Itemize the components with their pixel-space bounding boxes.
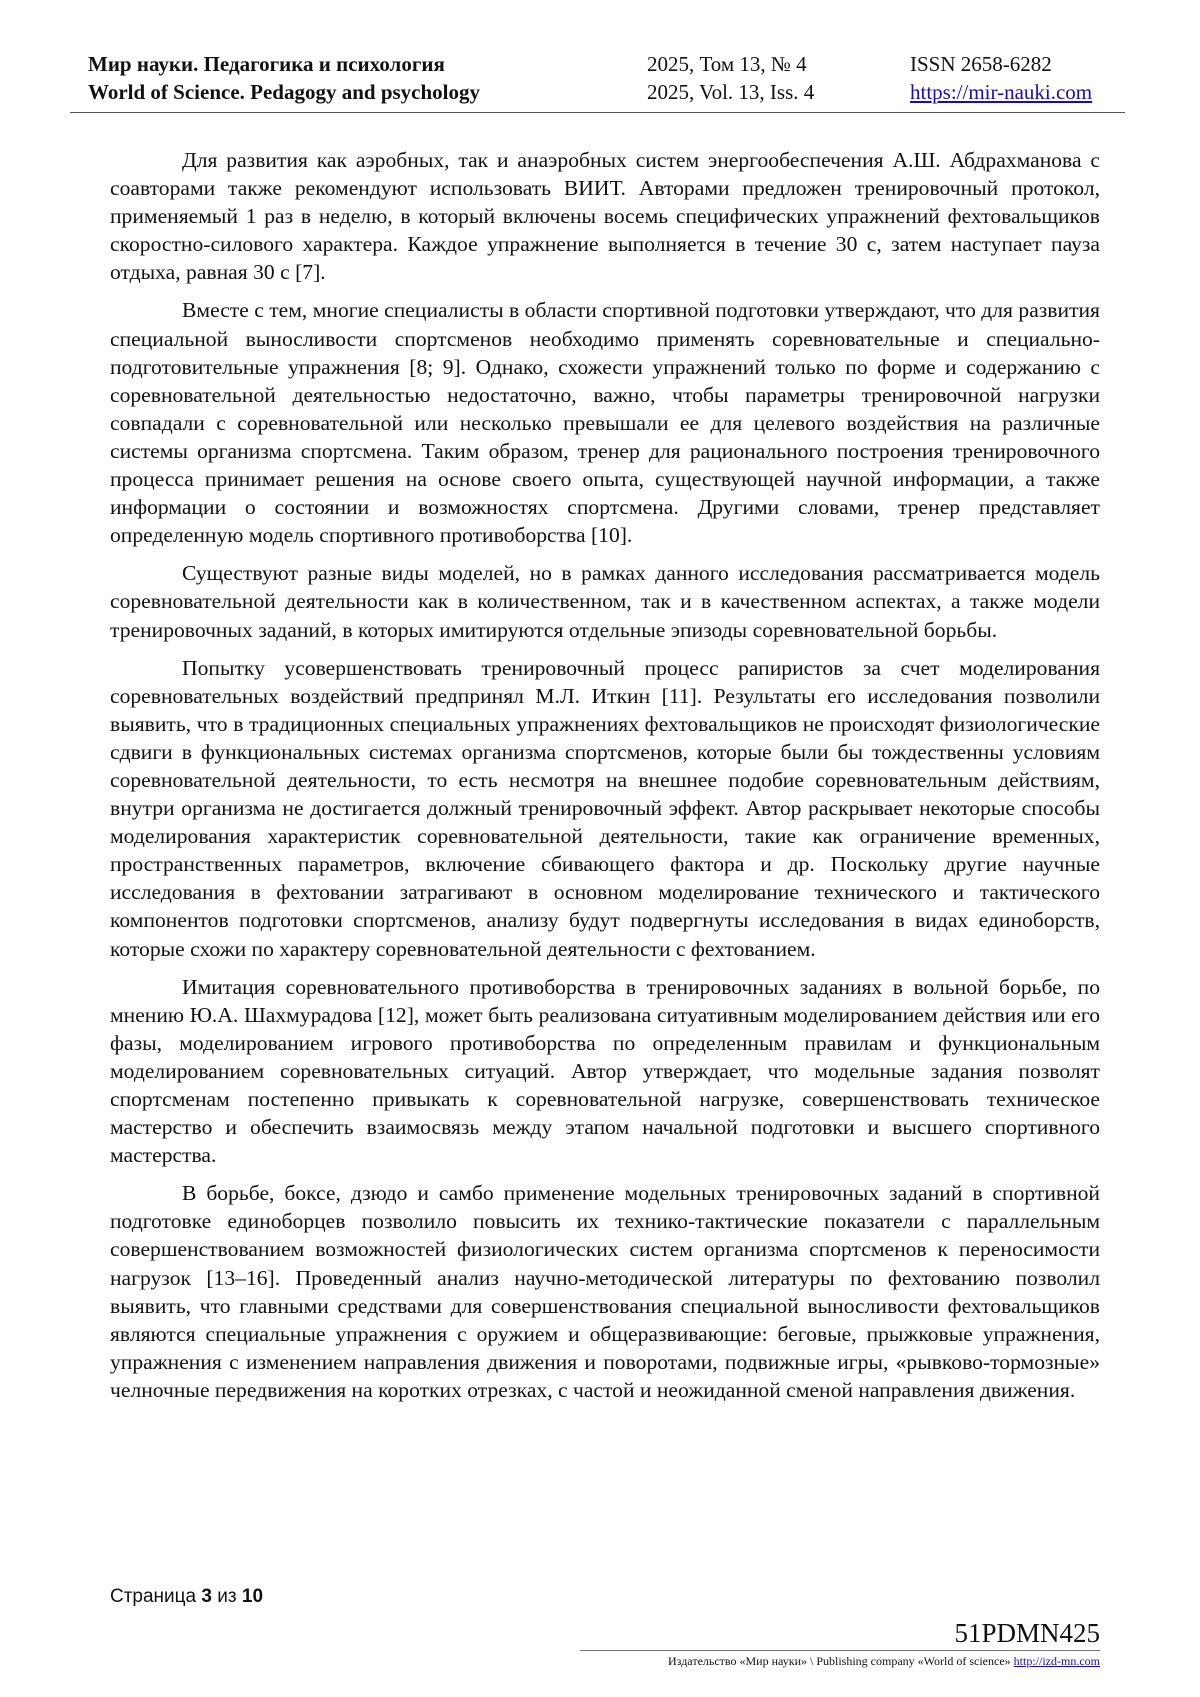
paragraph-2: Вместе с тем, многие специалисты в области спортивной подготовки утверждают, что для развития специальной выносливости спортсменов необходимо применять соревновательные и специально-подготовительные упражнения [8; 9]. Однако, схожести упражнений только по форме и содержанию с соревновательной деятельностью недостаточно, важно, чтобы параметры тренировочной нагрузки совпадали с соревновательной или несколько превышали ее для целевого воздействия на различные системы организма спортсмена. Таким образом, тренер для рационального построения тренировочного процесса принимает решения на основе своего опыта, существующей научной информации, а также информации о состоянии и возможностях спортсмена. Другими словами, тренер представляет определенную модель спортивного противоборства [10]. (110, 298, 1100, 548)
paragraph-3: Существуют разные виды моделей, но в рамках данного исследования рассматривается модель соревновательной деятельности как в количественном, так и в качественном аспектах, а также модели тренировочных заданий, в которых имитируются отдельные эпизоды соревновательной борьбы. (110, 561, 1100, 642)
publisher-url-link[interactable]: http://izd-mn.com (1013, 1654, 1100, 1668)
paragraph-1: Для развития как аэробных, так и анаэробных систем энергообеспечения А.Ш. Абдрахманова с соавторами также рекомендуют использовать ВИИТ. Авторами предложен тренировочный протокол, применяемый 1 раз в неделю, в который включены восемь специфических упражнений фехтовальщиков скоростно-силового характера. Каждое упражнение выполняется в течение 30 с, затем наступает пауза отдыха, равная 30 с [7]. (110, 148, 1100, 285)
journal-title-en: World of Science. Pedagogy and psychology (88, 80, 481, 104)
article-body (110, 146, 1100, 1414)
document-code: 51PDMN425 (954, 1618, 1100, 1648)
page-label: Страница (110, 1586, 197, 1607)
paragraph-5: Имитация соревновательного противоборства в тренировочных заданиях в вольной борьбе, по мнению Ю.А. Шахмурадова [12], может быть реализована ситуативным моделированием действия или его фазы, моделированием игрового противоборства по определенным правилам и функциональным моделированием соревновательных ситуаций. Автор утверждает, что модельные задания позволят спортсменам постепенно привыкать к соревновательной нагрузке, совершенствовать техническое мастерство и обеспечить взаимосвязь между этапом начальной подготовки и высшего спортивного мастерства. (110, 974, 1100, 1168)
issn-block (910, 50, 1092, 106)
page-current: 3 (201, 1586, 212, 1607)
journal-title-ru: Мир науки. Педагогика и психология (88, 52, 445, 76)
paragraph-4: Попытку усовершенствовать тренировочный процесс рапиристов за счет моделирования соревновательных воздействий предпринял М.Л. Иткин [11]. Результаты его исследования позволили выявить, что в традиционных специальных упражнениях фехтовальщиков не происходят физиологические сдвиги в функциональных системах организма спортсменов, которые были бы тождественны условиям соревновательной деятельности, то есть несмотря на внешнее подобие соревновательным действиям, внутри организма не достигается должный тренировочный эффект. Автор раскрывает некоторые способы моделирования характеристик соревновательной деятельности, такие как ограничение временных, пространственных параметров, включение сбивающего фактора и др. Поскольку другие научные исследования в фехтовании затрагивают в основном моделирование технического и тактического компонентов подготовки спортсменов, анализу будут подвергнуты исследования в видах единоборств, которые схожи по характеру соревновательной деятельности с фехтованием. (110, 655, 1100, 961)
page-header (70, 50, 1125, 113)
issue-info (647, 50, 814, 106)
page-of: из (217, 1586, 237, 1607)
publisher-line (668, 1654, 1100, 1669)
publisher-text: Издательство «Мир науки» \ Publishing company «World of science» (668, 1654, 1011, 1668)
issn: ISSN 2658-6282 (910, 52, 1052, 76)
footer-divider (580, 1650, 1100, 1651)
paragraph-6: В борьбе, боксе, дзюдо и самбо применение модельных тренировочных заданий в спортивной подготовке единоборцев позволило повысить их технико-тактические показатели с параллельным совершенствованием возможностей физиологических систем организма спортсменов к переносимости нагрузок [13–16]. Проведенный анализ научно-методической литературы по фехтованию позволил выявить, что главными средствами для совершенствования специальной выносливости фехтовальщиков являются специальные упражнения с оружием и общеразвивающие: беговые, прыжковые упражнения, упражнения с изменением направления движения и поворотами, подвижные игры, «рывково-тормозные» челночные передвижения на коротких отрезках, с частой и неожиданной сменой направления движения. (110, 1181, 1100, 1402)
journal-title (88, 50, 480, 106)
issue-ru: 2025, Том 13, № 4 (647, 52, 807, 76)
issue-en: 2025, Vol. 13, Iss. 4 (647, 80, 815, 104)
page-number (110, 1586, 263, 1608)
page-total: 10 (241, 1586, 264, 1607)
journal-url-link[interactable]: https://mir-nauki.com (910, 80, 1093, 104)
